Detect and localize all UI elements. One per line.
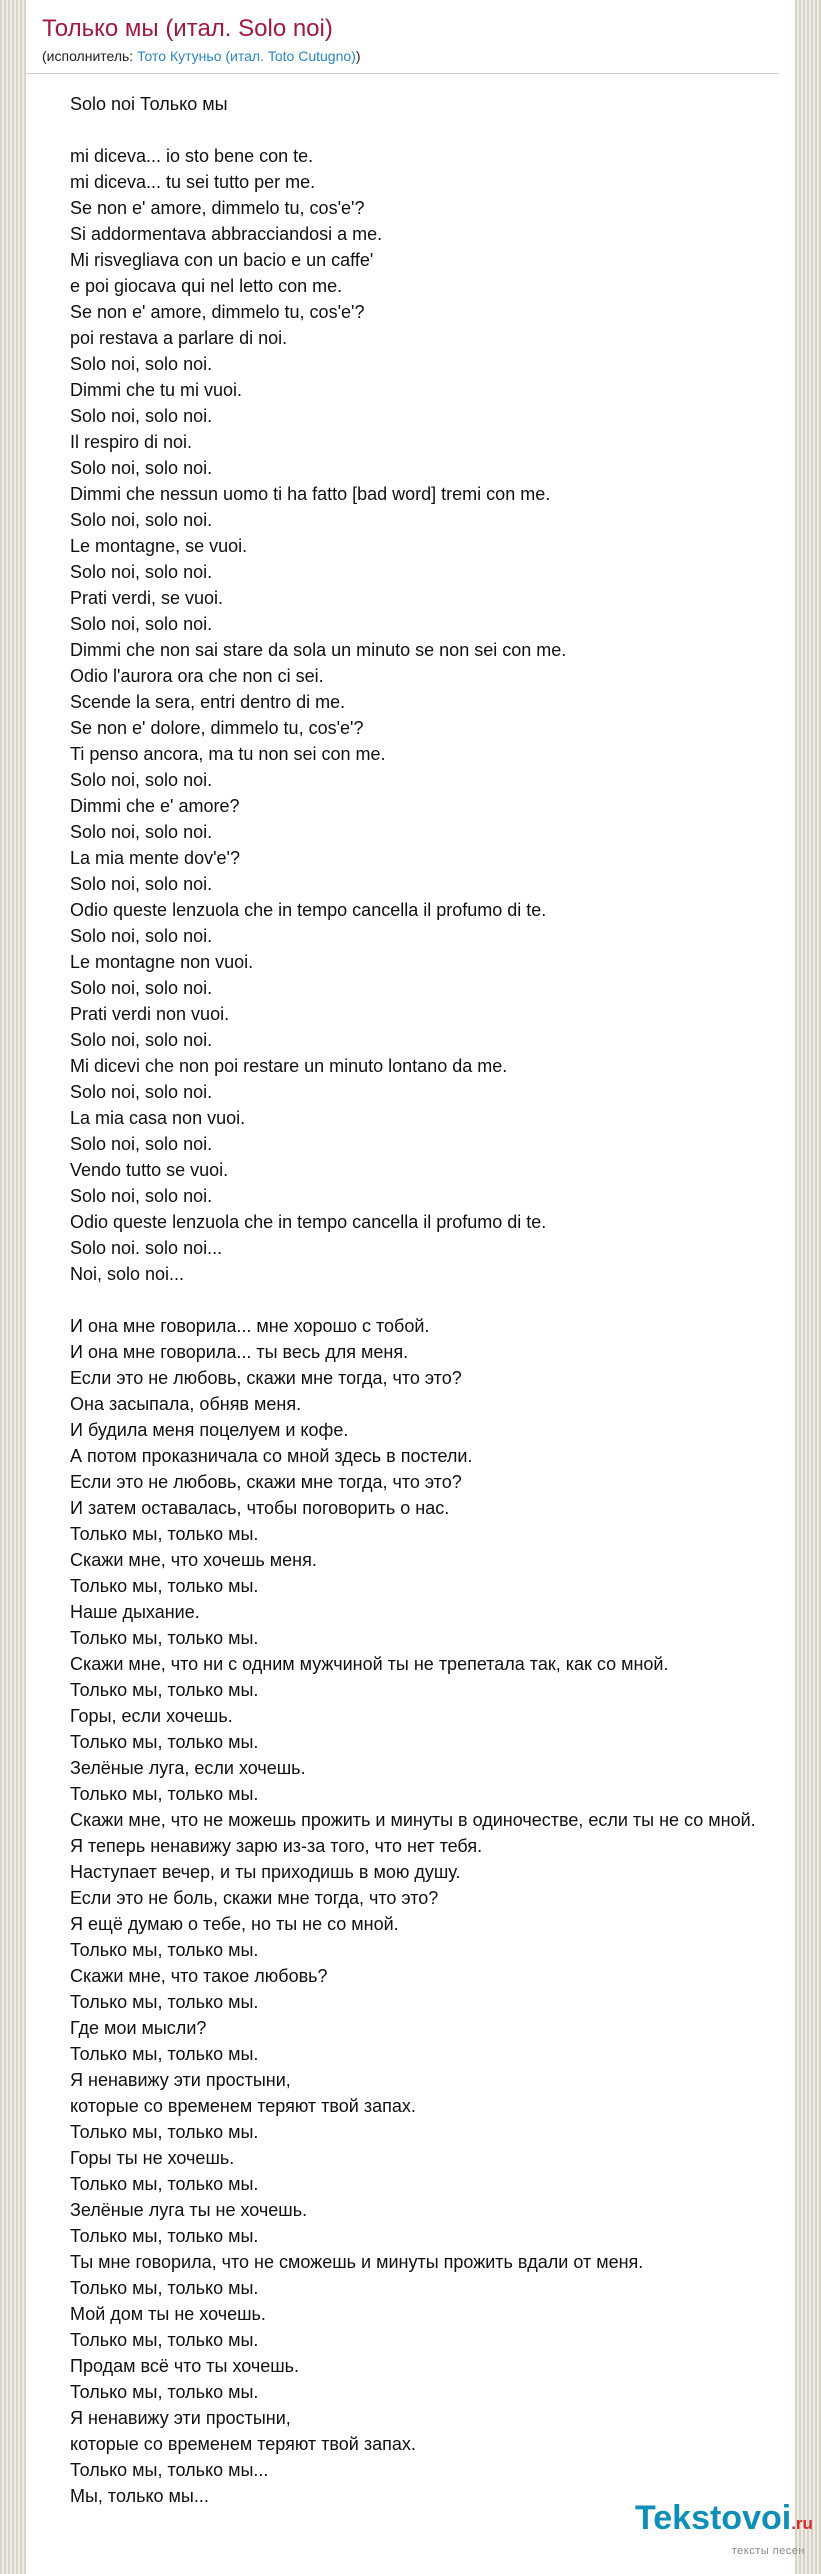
- lyric-line: Mi risvegliava con un bacio e un caffe': [70, 250, 374, 270]
- lyric-line: И затем оставалась, чтобы поговорить о нас.: [70, 1498, 450, 1518]
- lyric-line: Solo noi, solo noi.: [70, 874, 213, 894]
- lyric-line: Только мы, только мы.: [70, 1576, 259, 1596]
- lyric-line: Только мы, только мы.: [70, 1992, 259, 2012]
- lyric-line: Я ещё думаю о тебе, но ты не со мной.: [70, 1914, 399, 1934]
- background-stripe-right: [795, 0, 821, 2574]
- lyric-line: Noi, solo noi...: [70, 1264, 185, 1284]
- lyric-line: Горы ты не хочешь.: [70, 2148, 235, 2168]
- lyric-line: Dimmi che nessun uomo ti ha fatto [bad word] tremi con me.: [70, 484, 551, 504]
- lyric-line: Se non e' dolore, dimmelo tu, cos'e'?: [70, 718, 364, 738]
- lyric-line: Она засыпала, обняв меня.: [70, 1394, 302, 1414]
- lyric-line: И она мне говорила... ты весь для меня.: [70, 1342, 409, 1362]
- lyric-line: Odio queste lenzuola che in tempo cancella il profumo di te.: [70, 900, 547, 920]
- lyric-line: Odio queste lenzuola che in tempo cancella il profumo di te.: [70, 1212, 547, 1232]
- background-stripe-left: [0, 0, 26, 2574]
- artist-prefix: (исполнитель:: [42, 48, 138, 64]
- lyric-line: Я ненавижу эти простыни,: [70, 2408, 291, 2428]
- site-logo[interactable]: [635, 2498, 813, 2557]
- lyric-line: Продам всё что ты хочешь.: [70, 2356, 300, 2376]
- header-divider: [26, 73, 779, 74]
- lyric-line: Solo noi, solo noi.: [70, 562, 213, 582]
- lyric-line: e poi giocava qui nel letto con me.: [70, 276, 343, 296]
- lyric-line: Только мы, только мы.: [70, 1524, 259, 1544]
- lyric-line: Le montagne, se vuoi.: [70, 536, 248, 556]
- lyric-line: Только мы, только мы.: [70, 1784, 259, 1804]
- lyric-line: Если это не боль, скажи мне тогда, что это?: [70, 1888, 439, 1908]
- lyric-line: Solo noi, solo noi.: [70, 770, 213, 790]
- lyric-line: Мой дом ты не хочешь.: [70, 2304, 266, 2324]
- lyric-line: Mi dicevi che non poi restare un minuto lontano da me.: [70, 1056, 508, 1076]
- lyric-line: Se non e' amore, dimmelo tu, cos'e'?: [70, 198, 365, 218]
- lyric-line: mi diceva... tu sei tutto per me.: [70, 172, 316, 192]
- lyric-line: Ты мне говорила, что не сможешь и минуты прожить вдали от меня.: [70, 2252, 644, 2272]
- lyric-line: Скажи мне, что хочешь меня.: [70, 1550, 317, 1570]
- lyric-line: Solo noi, solo noi.: [70, 614, 213, 634]
- artist-suffix: ): [355, 48, 361, 64]
- lyric-line: poi restava a parlare di noi.: [70, 328, 288, 348]
- lyric-line: Solo noi, solo noi.: [70, 978, 213, 998]
- stanza-gap: [70, 1287, 795, 1313]
- lyric-line: Si addormentava abbracciandosi a me.: [70, 224, 383, 244]
- lyric-line: La mia casa non vuoi.: [70, 1108, 246, 1128]
- lyric-line: Если это не любовь, скажи мне тогда, что это?: [70, 1368, 462, 1388]
- lyric-line: Скажи мне, что не можешь прожить и минуты в одиночестве, если ты не со мной.: [70, 1810, 756, 1830]
- lyric-line: Мы, только мы...: [70, 2486, 209, 2506]
- lyric-line: Только мы, только мы.: [70, 2174, 259, 2194]
- song-title: Только мы (итал. Solo noi): [42, 15, 333, 42]
- lyric-line: Наше дыхание.: [70, 1602, 200, 1622]
- lyric-line: Я ненавижу эти простыни,: [70, 2070, 291, 2090]
- lyric-line: Dimmi che tu mi vuoi.: [70, 380, 243, 400]
- lyric-line: Ti penso ancora, ma tu non sei con me.: [70, 744, 386, 764]
- lyric-line: Le montagne non vuoi.: [70, 952, 254, 972]
- lyrics-page: [26, 0, 795, 2574]
- lyric-line: Solo noi, solo noi.: [70, 822, 213, 842]
- lyric-line: Se non e' amore, dimmelo tu, cos'e'?: [70, 302, 365, 322]
- artist-link[interactable]: Тото Кутуньо (итал. Toto Cutugno): [137, 48, 356, 64]
- lyric-line: И она мне говорила... мне хорошо с тобой.: [70, 1316, 430, 1336]
- lyric-line: Только мы, только мы.: [70, 2278, 259, 2298]
- lyric-line: Только мы, только мы.: [70, 2044, 259, 2064]
- lyric-line: Solo noi. solo noi...: [70, 1238, 223, 1258]
- lyric-line: Prati verdi, se vuoi.: [70, 588, 224, 608]
- lyric-line: Solo noi, solo noi.: [70, 406, 213, 426]
- lyric-line: Solo noi, solo noi.: [70, 510, 213, 530]
- lyric-line: которые со временем теряют твой запах.: [70, 2434, 416, 2454]
- lyric-line: Solo noi, solo noi.: [70, 1030, 213, 1050]
- lyric-line: которые со временем теряют твой запах.: [70, 2096, 416, 2116]
- lyric-line: Зелёные луга ты не хочешь.: [70, 2200, 308, 2220]
- lyric-line: Где мои мысли?: [70, 2018, 207, 2038]
- lyric-line: Solo noi, solo noi.: [70, 1082, 213, 1102]
- logo-tagline: тексты песен: [731, 2545, 805, 2557]
- lyric-line: Только мы, только мы...: [70, 2460, 269, 2480]
- lyric-line: Prati verdi non vuoi.: [70, 1004, 230, 1024]
- lyric-line: Горы, если хочешь.: [70, 1706, 233, 1726]
- lyric-line: Если это не любовь, скажи мне тогда, что это?: [70, 1472, 462, 1492]
- lyric-line: Solo noi, solo noi.: [70, 458, 213, 478]
- lyric-line: Dimmi che e' amore?: [70, 796, 240, 816]
- logo-wordmark: Tekstovoi: [635, 2499, 792, 2537]
- lyric-line: Только мы, только мы.: [70, 2122, 259, 2142]
- lyric-line: Solo noi, solo noi.: [70, 354, 213, 374]
- lyric-line: Только мы, только мы.: [70, 1732, 259, 1752]
- lyric-line: Solo noi, solo noi.: [70, 1134, 213, 1154]
- lyric-line: Только мы, только мы.: [70, 1940, 259, 1960]
- lyric-line: Только мы, только мы.: [70, 2226, 259, 2246]
- lyric-line: Скажи мне, что ни с одним мужчиной ты не трепетала так, как со мной.: [70, 1654, 669, 1674]
- lyric-line: Scende la sera, entri dentro di me.: [70, 692, 346, 712]
- lyric-line: Dimmi che non sai stare da sola un minuto se non sei con me.: [70, 640, 567, 660]
- lyric-line: А потом проказничала со мной здесь в постели.: [70, 1446, 473, 1466]
- lyric-line: Vendo tutto se vuoi.: [70, 1160, 229, 1180]
- lyric-line: Только мы, только мы.: [70, 1680, 259, 1700]
- lyric-line: Solo noi, solo noi.: [70, 926, 213, 946]
- lyric-line: Только мы, только мы.: [70, 2330, 259, 2350]
- lyric-line: Скажи мне, что такое любовь?: [70, 1966, 328, 1986]
- lyric-line: И будила меня поцелуем и кофе.: [70, 1420, 349, 1440]
- lyric-line: Зелёные луга, если хочешь.: [70, 1758, 306, 1778]
- lyric-line: La mia mente dov'e'?: [70, 848, 240, 868]
- lyric-line: mi diceva... io sto bene con te.: [70, 146, 314, 166]
- lyric-line: Только мы, только мы.: [70, 1628, 259, 1648]
- lyric-line: Я теперь ненавижу зарю из-за того, что нет тебя.: [70, 1836, 483, 1856]
- lyric-line: Наступает вечер, и ты приходишь в мою душу.: [70, 1862, 461, 1882]
- stanza-gap: [70, 117, 795, 143]
- artist-credits: [42, 46, 795, 66]
- lyric-line: Solo noi, solo noi.: [70, 1186, 213, 1206]
- logo-tld: .ru: [791, 2514, 813, 2533]
- lyrics-text: [42, 91, 795, 2509]
- lyric-line: Solo noi Только мы: [70, 94, 228, 114]
- lyric-line: Только мы, только мы.: [70, 2382, 259, 2402]
- lyric-line: Il respiro di noi.: [70, 432, 193, 452]
- lyric-line: Odio l'aurora ora che non ci sei.: [70, 666, 324, 686]
